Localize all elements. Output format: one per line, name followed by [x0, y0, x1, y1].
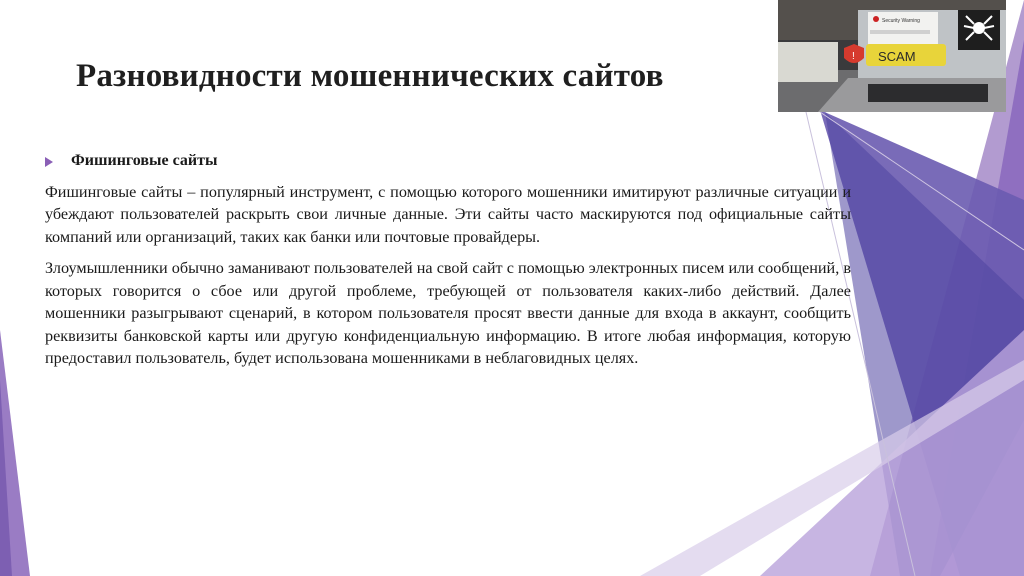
slide-title: Разновидности мошеннических сайтов: [76, 58, 664, 94]
paragraph-2: Злоумышленники обычно заманивают пользователей на свой сайт с помощью электронных писем или сообщений, в которых говорится о сбое или другой проблеме, требующей от пользователя каких-либо действий. Далее мошенники разыгрывают сценарий, в котором пользователя просят ввести данные для входа в аккаунт, сообщить реквизиты банковской карты или другую конфиденциальную информацию. В итоге любая информация, которую предоставил пользователь, будет использована мошенниками в неблаговидных целях.: [45, 259, 851, 367]
scam-label: SCAM: [878, 49, 916, 64]
bullet-arrow-icon: [45, 157, 53, 167]
popup-title: Security Warning: [882, 18, 920, 24]
svg-text:!: !: [852, 51, 855, 62]
scam-warning-photo: [778, 0, 1006, 112]
shield-warning-icon: [844, 44, 864, 63]
paragraph-1: Фишинговые сайты – популярный инструмент, с помощью которого мошенники имитируют различные ситуации и убеждают пользователей раскрыть свои личные данные. Эти сайты часто маскируются под официальные сайты компаний или организаций, таких как банки или почтовые провайдеры.: [45, 182, 851, 246]
bullet-item: [45, 150, 851, 173]
bullet-heading: Фишинговые сайты: [71, 152, 218, 169]
slide-content: [45, 150, 851, 379]
